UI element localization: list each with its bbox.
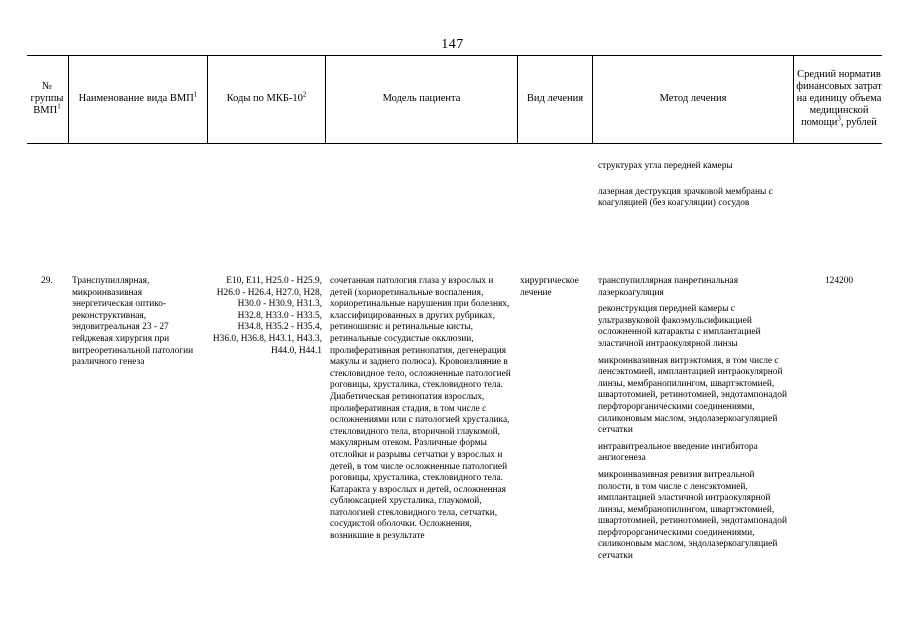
header-col-treatment: Вид лечения — [526, 93, 584, 104]
header-col-model: Модель пациента — [382, 93, 461, 104]
continuation-methods — [598, 161, 788, 215]
header-divider — [793, 55, 794, 143]
header-col-name: Наименование вида ВМП$^1$ — [78, 90, 198, 104]
row-treatment: хирургическое лечение — [520, 276, 579, 298]
method-item: лазерная деструкция зрачковой мембраны с коагуляцией (без коагуляции) сосудов — [598, 186, 773, 209]
row-codes: E10, E11, H25.0 - H25.9, H26.0 - H26.4, H27.0, H28, H30.0 - H30.9, H31.3, H32.8, H33.0 - H33.5, H34.8, H35.2 - H35.4, H36.0, H36.8, H43.1, H43.3, H44.0, H44.1 — [212, 276, 322, 356]
row-cost: 124200 — [824, 276, 854, 286]
method-item: реконструкция передней камеры с ультразвуковой факоэмульсификацией осложненной катаракты с имплантацией эластичной интраокулярной линзы — [598, 304, 761, 349]
row-name: Транспупиллярная, микроинвазивная энергетическая оптико-реконструктивная, эндовитреальная 23 - 27 гейджевая хирургия при витреоретинальной патологии различного генеза — [72, 276, 194, 368]
header-col-codes: Коды по МКБ-$10^2$ — [226, 90, 307, 104]
header-col-number: № группы ВМП$^1$ — [30, 81, 64, 116]
row-methods — [598, 276, 790, 568]
header-col-method: Метод лечения — [659, 93, 727, 104]
page-number: 147 — [441, 37, 464, 52]
row-number: 29. — [41, 276, 53, 286]
row-model: сочетанная патология глаза у взрослых и детей (хориоретинальные воспаления, хориоретинальные нарушения при болезнях, классифицированных в других рубриках, ретиношизис и ретинальные кисты, ретинальные сосудистые окклюзии, пролиферативная ретинопатия, дегенерация макулы и заднего полюса). Кровоизлияние в стекловидное тело, осложненные патологией роговицы, хрусталика, стекловидного тела. Диабетическая ретинопатия взрослых, пролиферативная стадия, в том числе с осложнениями или с патологией хрусталика, стекловидного тела, вторичной глаукомой, макулярным отеком. Различные формы отслойки и разрывы сетчатки у взрослых и детей, в том числе осложненные патологией роговицы, хрусталика, стекловидного тела. Катаракта у взрослых и детей, осложненная сублюксацией хрусталика, глаукомой, патологией стекловидного тела, сетчатки, сосудистой оболочки. Осложнения, возникшие в результате — [330, 276, 511, 542]
method-item: микроинвазивная ревизия витреальной полости, в том числе с ленсэктомией, имплантацией эластичной интраокулярной линзы, мембранопилингом, швартэктомией, швартотомией, ретинотомией, эндотампонадой перфторорганическими соединениями, силиконовым маслом, эндолазеркоагуляцией сетчатки — [598, 469, 787, 562]
method-item: транспупиллярная панретинальная лазеркоагуляция — [598, 276, 739, 298]
header-bottom-rule — [27, 143, 882, 144]
method-item: микроинвазивная витрэктомия, в том числе с ленсэктомией, имплантацией интраокулярной линзы, мембранопилингом, швартэктомией, швартотомией, ретинотомией, эндотампонадой перфторорганическими соединениями, силиконовым маслом, эндолазеркоагуляцией сетчатки — [598, 355, 787, 436]
method-item: интравитреальное введение ингибитора ангиогенеза — [598, 441, 758, 464]
method-item: структурах угла передней камеры — [598, 161, 733, 171]
header-col-cost: Средний норматив финансовых затрат на единицу объема медицинской помощи$^3$, рублей — [796, 69, 882, 128]
